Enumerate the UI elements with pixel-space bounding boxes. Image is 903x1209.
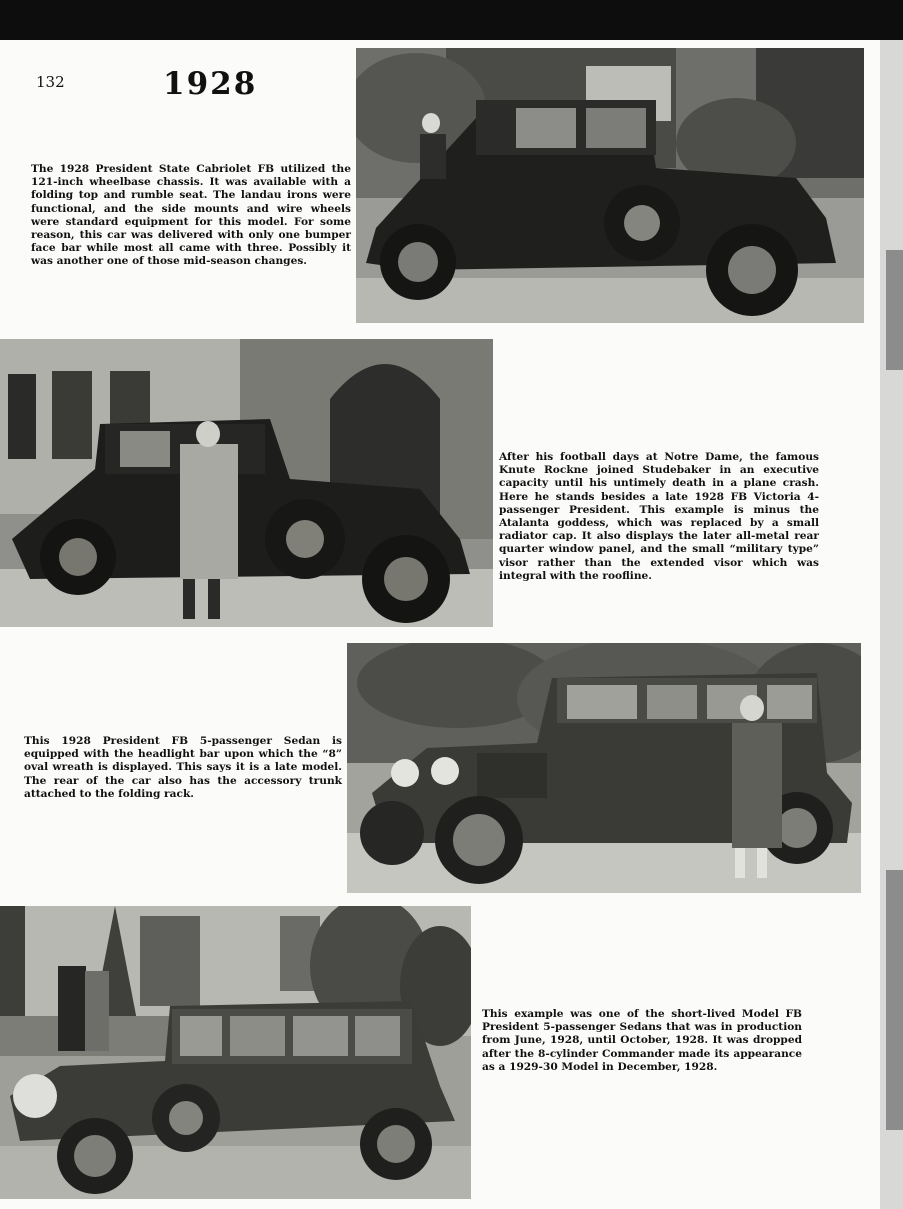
caption-president-sedan-headlight-bar: This 1928 President FB 5-passenger Sedan is equipped with the headlight bar upon which the “8” oval wreath is displayed. This says it is a late model. The rear of the car also has the accessory trunk attached to the folding rack. [24, 735, 342, 800]
scan-right-edge [880, 40, 903, 1209]
page-heading-year: 1928 [163, 66, 258, 102]
adjacent-page-strip [886, 870, 903, 1130]
adjacent-page-strip [886, 250, 903, 370]
caption-knute-rockne-victoria: After his football days at Notre Dame, the famous Knute Rockne joined Studebaker in an executive capacity until his untimely death in a plane crash. Here he stands besides a late 1928 FB Victoria 4-passenger President. This example is minus the Atalanta goddess, which was replaced by a small radiator cap. It also displays the later all-metal rear quarter window panel, and the small “military type” visor rather than the extended visor which was integral with the roofline. [499, 451, 819, 582]
caption-state-cabriolet: The 1928 President State Cabriolet FB utilized the 121-inch wheelbase chassis. It was available with a folding top and rumble seat. The landau irons were functional, and the side mounts and wire wheels were standard equipment for this model. For some reason, this car was delivered with only one bumper face bar while most all came with three. Possibly it was another one of those mid-season changes. [31, 163, 351, 268]
photo-president-sedan-headlight-bar [347, 643, 861, 893]
scan-top-edge [0, 0, 903, 45]
photo-state-cabriolet [356, 48, 864, 323]
page-number: 132 [36, 73, 65, 91]
photo-knute-rockne-victoria [0, 339, 493, 627]
caption-short-lived-fb-sedan: This example was one of the short-lived Model FB President 5-passenger Sedans that was in production from June, 1928, until October, 1928. It was dropped after the 8-cylinder Commander made its appearance as a 1929-30 Model in December, 1928. [482, 1008, 802, 1073]
photo-short-lived-fb-sedan [0, 906, 471, 1199]
